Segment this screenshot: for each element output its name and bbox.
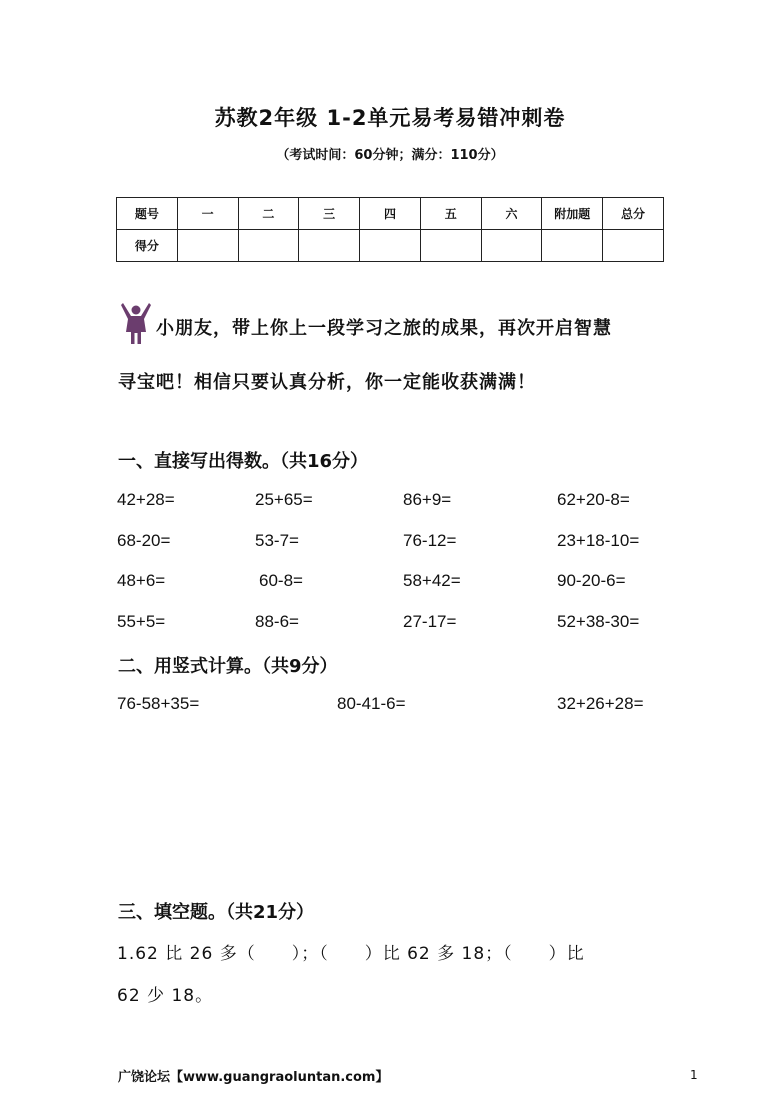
arithmetic-item: 60-8=: [259, 571, 303, 590]
score-cell: [299, 230, 360, 262]
header-cell: 三: [299, 198, 360, 230]
header-cell: 附加题: [542, 198, 603, 230]
vertical-calc-item: 80-41-6=: [337, 694, 406, 713]
arithmetic-item: 90-20-6=: [557, 571, 626, 590]
intro-line-2: 寻宝吧！相信只要认真分析，你一定能收获满满！: [118, 372, 536, 393]
cheering-child-icon: [119, 302, 153, 344]
section-1-heading: 一、直接写出得数。（共16分）: [118, 451, 369, 472]
score-table-header-row: [117, 198, 664, 230]
vertical-calc-item: 32+26+28=: [557, 694, 644, 713]
arithmetic-item: 68-20=: [117, 531, 171, 550]
arithmetic-item: 86+9=: [403, 490, 452, 509]
header-cell: 六: [481, 198, 542, 230]
header-cell: 总分: [603, 198, 664, 230]
arithmetic-item: 58+42=: [403, 571, 461, 590]
footer-source: 广饶论坛【www.guangraoluntan.com】: [118, 1070, 389, 1085]
score-cell: [481, 230, 542, 262]
fill-blank-question-1: 1.62 比 26 多（ ）；（ ）比 62 多 18；（ ）比: [117, 944, 585, 964]
arithmetic-item: 52+38-30=: [557, 612, 640, 631]
section-3-heading: 三、填空题。（共21分）: [118, 902, 315, 923]
score-cell: [420, 230, 481, 262]
arithmetic-item: 62+20-8=: [557, 490, 630, 509]
arithmetic-item: 76-12=: [403, 531, 457, 550]
score-table: [116, 197, 664, 262]
score-row-label: 得分: [117, 230, 178, 262]
header-cell: 二: [238, 198, 299, 230]
score-cell: [542, 230, 603, 262]
score-table-score-row: [117, 230, 664, 262]
score-cell: [177, 230, 238, 262]
arithmetic-item: 23+18-10=: [557, 531, 640, 550]
arithmetic-item: 42+28=: [117, 490, 175, 509]
arithmetic-item: 88-6=: [255, 612, 299, 631]
page-number: 1: [690, 1068, 698, 1082]
arithmetic-item: 48+6=: [117, 571, 166, 590]
fill-blank-question-1-cont: 62 少 18。: [117, 986, 214, 1006]
score-cell: [603, 230, 664, 262]
arithmetic-item: 53-7=: [255, 531, 299, 550]
vertical-calc-item: 76-58+35=: [117, 694, 200, 713]
arithmetic-item: 55+5=: [117, 612, 166, 631]
header-cell: 题号: [117, 198, 178, 230]
section-2-heading: 二、用竖式计算。（共9分）: [118, 656, 338, 677]
intro-line-1: 小朋友，带上你上一段学习之旅的成果，再次开启智慧: [156, 318, 612, 339]
header-cell: 四: [360, 198, 421, 230]
page-title: 苏教2年级 1-2单元易考易错冲刺卷: [214, 106, 566, 130]
header-cell: 五: [420, 198, 481, 230]
arithmetic-item: 25+65=: [255, 490, 313, 509]
arithmetic-item: 27-17=: [403, 612, 457, 631]
exam-info: （考试时间：60分钟；满分：110分）: [276, 148, 504, 163]
score-cell: [360, 230, 421, 262]
header-cell: 一: [177, 198, 238, 230]
score-cell: [238, 230, 299, 262]
